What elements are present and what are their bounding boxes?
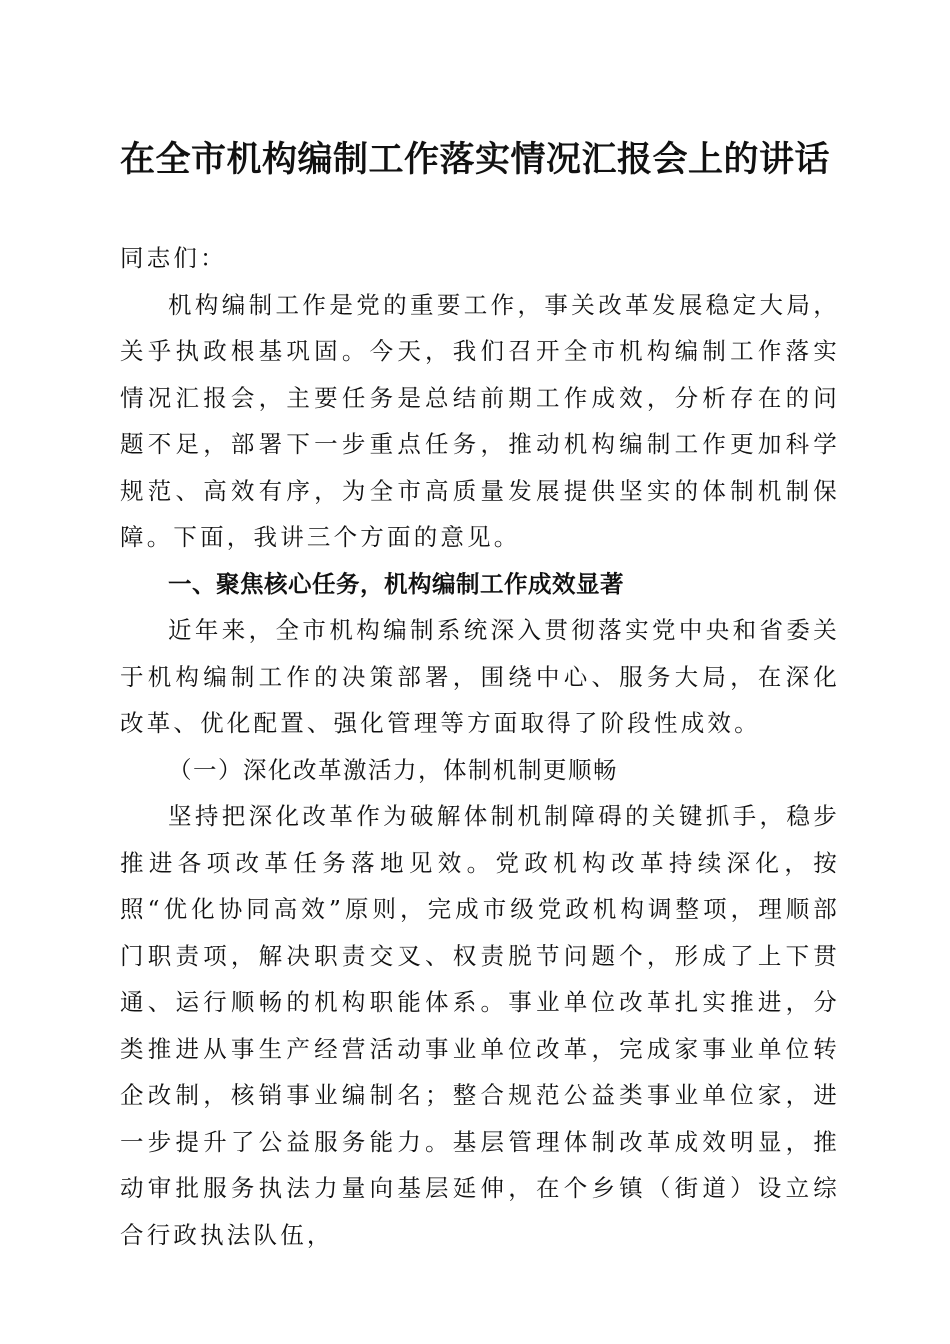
- section-1-intro-paragraph: 近年来，全市机构编制系统深入贯彻落实党中央和省委关于机构编制工作的决策部署，围绕中心、服务大局，在深化改革、优化配置、强化管理等方面取得了阶段性成效。: [120, 616, 840, 737]
- document-title: 在全市机构编制工作落实情况汇报会上的讲话: [119, 139, 830, 180]
- salutation: 同志们：: [120, 244, 227, 272]
- subsection-heading-1: （一）深化改革激活力，体制机制更顺畅: [168, 755, 618, 784]
- section-heading-1: 一、聚焦核心任务，机构编制工作成效显著: [168, 569, 624, 598]
- opening-paragraph: 机构编制工作是党的重要工作，事关改革发展稳定大局，关乎执政根基巩固。今天，我们召开全市机构编制工作落实情况汇报会，主要任务是总结前期工作成效，分析存在的问题不足，部署下一步重点任务，推动机构编制工作更加科学规范、高效有序，为全市高质量发展提供坚实的体制机制保障。下面，我讲三个方面的意见。: [120, 290, 840, 551]
- document-body: [120, 235, 840, 1258]
- subsection-1-paragraph: 坚持把深化改革作为破解体制机制障碍的关键抓手，稳步推进各项改革任务落地见效。党政机构改革持续深化，按照“优化协同高效”原则，完成市级党政机构调整项，理顺部门职责项，解决职责交叉、权责脱节问题个，形成了上下贯通、运行顺畅的机构职能体系。事业单位改革扎实推进，分类推进从事生产经营活动事业单位改革，完成家事业单位转企改制，核销事业编制名；整合规范公益类事业单位家，进一步提升了公益服务能力。基层管理体制改革成效明显，推动审批服务执法力量向基层延伸，在个乡镇（街道）设立综合行政执法队伍，: [120, 802, 840, 1249]
